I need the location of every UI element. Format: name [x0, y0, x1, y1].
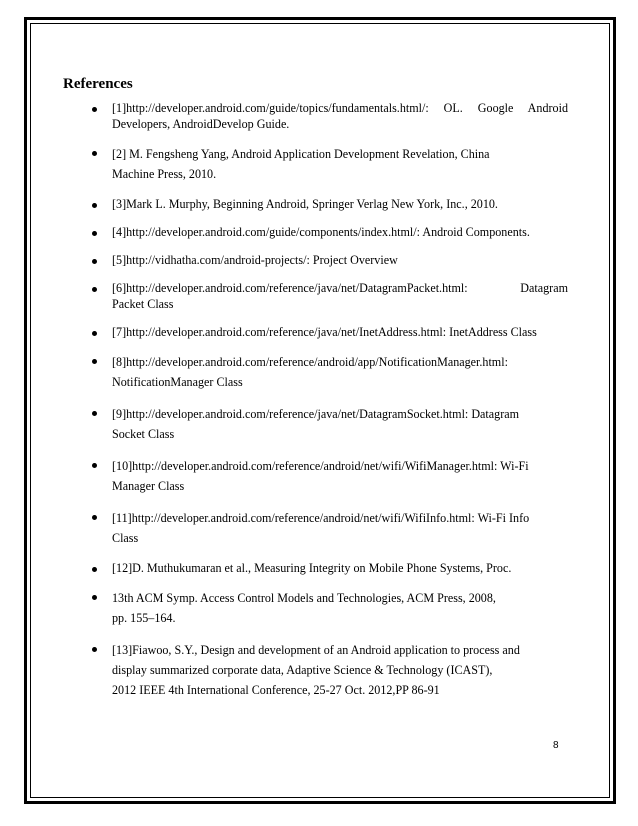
- bullet-icon: [92, 515, 97, 520]
- bullet-icon: [92, 359, 97, 364]
- reference-item: [78, 588, 568, 628]
- reference-line: [4]http://developer.android.com/guide/components/index.html/: Android Components.: [112, 225, 530, 239]
- reference-line: [8]http://developer.android.com/reference/android/app/NotificationManager.html:: [112, 355, 508, 369]
- reference-item: [78, 352, 568, 392]
- reference-line: [7]http://developer.android.com/reference/java/net/InetAddress.html: InetAddress Class: [112, 325, 537, 339]
- reference-line: Socket Class: [112, 427, 175, 441]
- reference-line: [10]http://developer.android.com/reference/android/net/wifi/WifiManager.html: Wi-Fi: [112, 459, 529, 473]
- reference-line: [5]http://vidhatha.com/android-projects/: Project Overview: [112, 253, 398, 267]
- bullet-icon: [92, 107, 97, 112]
- reference-line: [13]Fiawoo, S.Y., Design and development of an Android application to process and: [112, 643, 520, 657]
- reference-item: [78, 640, 568, 700]
- bullet-icon: [92, 567, 97, 572]
- reference-line: 13th ACM Symp. Access Control Models and Technologies, ACM Press, 2008,: [112, 591, 496, 605]
- reference-line: 2012 IEEE 4th International Conference, 25-27 Oct. 2012,PP 86-91: [112, 683, 440, 697]
- reference-line: NotificationManager Class: [112, 375, 243, 389]
- reference-line: [6]http://developer.android.com/reference/java/net/DatagramPacket.html: Datagram: [112, 281, 568, 295]
- reference-line: [3]Mark L. Murphy, Beginning Android, Springer Verlag New York, Inc., 2010.: [112, 197, 498, 211]
- reference-item: [78, 404, 568, 444]
- reference-item: [78, 196, 568, 212]
- reference-line: Developers, AndroidDevelop Guide.: [112, 117, 290, 131]
- bullet-icon: [92, 647, 97, 652]
- reference-line: Class: [112, 531, 139, 545]
- reference-line: [9]http://developer.android.com/reference/java/net/DatagramSocket.html: Datagram: [112, 407, 519, 421]
- reference-item: [78, 560, 568, 576]
- bullet-icon: [92, 331, 97, 336]
- references-list: [78, 96, 568, 700]
- references-heading: References: [63, 76, 133, 92]
- reference-item: [78, 456, 568, 496]
- page-number: 8: [553, 740, 559, 751]
- reference-item: [78, 280, 568, 312]
- reference-item: [78, 324, 568, 340]
- reference-line: Packet Class: [112, 297, 174, 311]
- reference-line: display summarized corporate data, Adaptive Science & Technology (ICAST),: [112, 663, 493, 677]
- reference-line: [2] M. Fengsheng Yang, Android Application Development Revelation, China: [112, 147, 490, 161]
- reference-item: [78, 508, 568, 548]
- reference-item: [78, 144, 568, 184]
- reference-item: [78, 224, 568, 240]
- bullet-icon: [92, 203, 97, 208]
- reference-item: [78, 100, 568, 132]
- bullet-icon: [92, 595, 97, 600]
- reference-line: [12]D. Muthukumaran et al., Measuring Integrity on Mobile Phone Systems, Proc.: [112, 561, 512, 575]
- bullet-icon: [92, 463, 97, 468]
- bullet-icon: [92, 151, 97, 156]
- bullet-icon: [92, 411, 97, 416]
- reference-line: [11]http://developer.android.com/reference/android/net/wifi/WifiInfo.html: Wi-Fi Info: [112, 511, 530, 525]
- bullet-icon: [92, 287, 97, 292]
- reference-line: Machine Press, 2010.: [112, 167, 217, 181]
- bullet-icon: [92, 259, 97, 264]
- bullet-icon: [92, 231, 97, 236]
- reference-item: [78, 252, 568, 268]
- reference-line: [1]http://developer.android.com/guide/topics/fundamentals.html/: OL. Google Android: [112, 101, 568, 115]
- reference-line: pp. 155–164.: [112, 611, 176, 625]
- reference-line: Manager Class: [112, 479, 185, 493]
